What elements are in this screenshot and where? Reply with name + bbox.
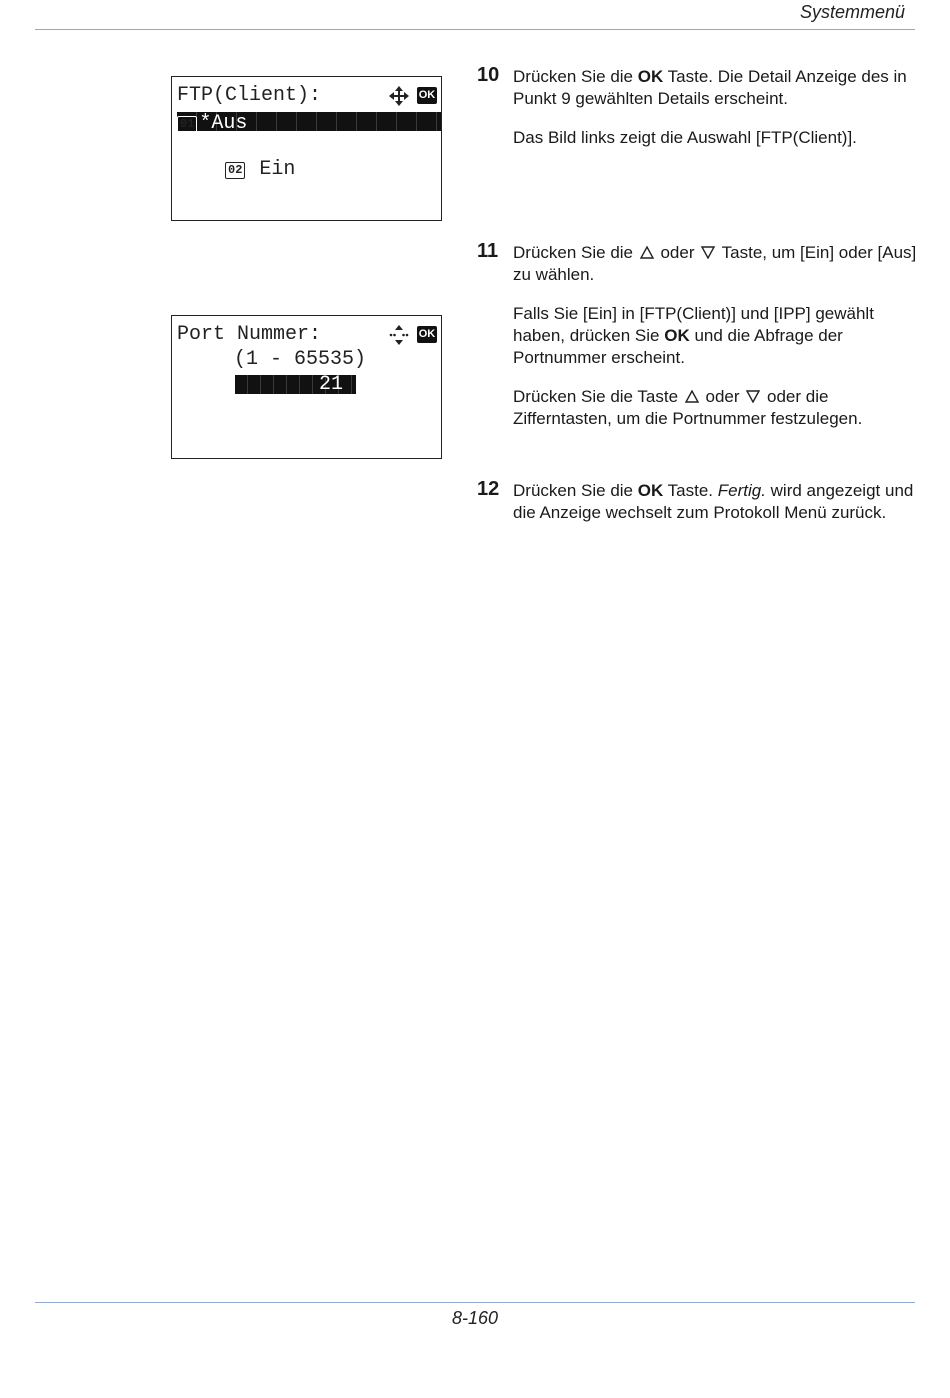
text-run: Taste. Die Detail Anzeige des in Punkt 9 gewählten Details erscheint. — [513, 67, 907, 108]
ok-key-label: OK — [637, 67, 664, 86]
step-body — [513, 480, 917, 541]
ok-key-label: OK — [664, 326, 690, 345]
step-paragraph — [513, 386, 917, 430]
down-triangle-icon — [746, 390, 760, 403]
four-way-arrow-icon — [388, 85, 410, 107]
screen-title: FTP(Client): — [177, 84, 322, 107]
status-message: Fertig. — [717, 481, 766, 500]
screen-title: Port Nummer: — [177, 323, 322, 346]
option-number-badge: 01 — [177, 116, 197, 133]
text-run: Drücken Sie die — [513, 481, 638, 500]
text-run: Taste. — [663, 481, 718, 500]
option-label: Ein — [247, 158, 296, 181]
text-run: oder die Zifferntasten, um die Portnummer festzulegen. — [513, 387, 863, 428]
text-run: Falls Sie [Ein] in [FTP(Client)] und [IPP] gewählt haben, drücken Sie — [513, 304, 874, 345]
running-header: Systemmenü — [799, 2, 905, 22]
text-run: Drücken Sie die — [513, 67, 638, 86]
text-run: Taste, um [Ein] oder [Aus] zu wählen. — [513, 243, 917, 284]
step-body — [513, 66, 917, 166]
text-run: oder — [700, 387, 745, 406]
text-run: wird angezeigt und die Anzeige wechselt zum Protokoll Menü zurück. — [513, 481, 914, 522]
port-range: (1 - 65535) — [234, 348, 367, 371]
text-run: Drücken Sie die Taste — [513, 387, 683, 406]
dotted-four-way-arrow-icon — [388, 324, 410, 346]
ftp-client-screen — [171, 76, 442, 221]
ok-key-label: OK — [637, 481, 664, 500]
down-triangle-icon — [701, 246, 715, 259]
footer-rule — [35, 1302, 915, 1303]
text-run: Drücken Sie die — [513, 243, 638, 262]
ok-key-icon: OK — [417, 87, 437, 104]
step-paragraph — [513, 242, 917, 286]
step-paragraph — [513, 66, 917, 110]
up-triangle-icon — [640, 246, 654, 259]
up-triangle-icon — [685, 390, 699, 403]
port-number-screen — [171, 315, 442, 459]
step-number: 12 — [477, 478, 500, 500]
page-number: 8-160 — [451, 1308, 499, 1328]
step-paragraph: Das Bild links zeigt die Auswahl [FTP(Client)]. — [513, 128, 857, 147]
option-label: *Aus — [199, 112, 248, 135]
step-paragraph — [513, 480, 917, 524]
step-number: 10 — [477, 64, 500, 86]
header-rule — [35, 29, 915, 30]
option-number-badge: 02 — [225, 162, 245, 179]
step-body — [513, 242, 917, 447]
port-value-field: 21 — [235, 375, 356, 394]
step-number: 11 — [477, 240, 499, 262]
text-run: oder — [655, 243, 700, 262]
option-row — [177, 137, 295, 203]
text-run: und die Abfrage der Portnummer erscheint. — [513, 326, 843, 367]
selected-option-row — [177, 112, 441, 135]
step-paragraph — [513, 303, 917, 369]
ok-key-icon: OK — [417, 326, 437, 343]
